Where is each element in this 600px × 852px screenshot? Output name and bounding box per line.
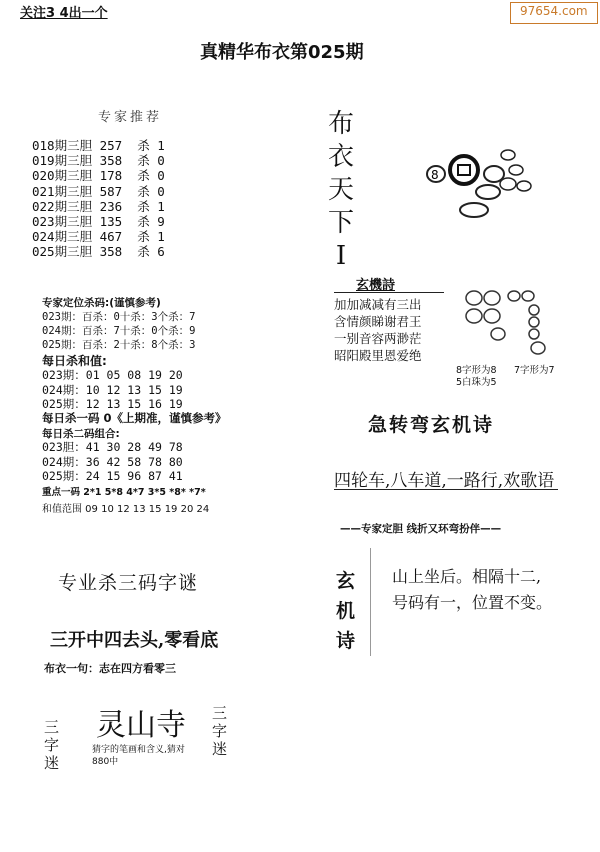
expert-row: 024期三胆 467 杀 1 [32, 229, 165, 245]
expert-row: 018期三胆 257 杀 1 [32, 138, 165, 153]
one-kill-title: 每日杀一码 0《上期准，谨慎参考》 [42, 411, 227, 425]
xuan-poem-line: 山上坐后。相隔十二, [392, 567, 542, 586]
sum-kill-row: 024期：10 12 13 15 19 [42, 382, 183, 397]
two-code-row: 023胆：41 30 28 49 78 [42, 440, 183, 454]
shape-note-8: 8字形为8 [456, 365, 497, 376]
sum-kill-row: 023期：01 05 08 19 20 [42, 368, 183, 382]
expert-row: 019期三胆 358 杀 0 [32, 153, 165, 169]
two-code-title: 每日杀二码组合: [42, 428, 120, 440]
riddle-main: 三开中四去头,零看底 [50, 630, 219, 651]
xuanji-line: 含情颜睇谢君王 [334, 314, 422, 329]
key-code-line: 重点一码 2*1 5*8 4*7 3*5 *8* *7* [42, 487, 206, 498]
site-watermark: 97654.com [520, 4, 588, 18]
riddle-right-side: 三 字 迷 [212, 704, 228, 758]
two-code-row: 024期：36 42 58 78 80 [42, 454, 183, 469]
xuan-poem-divider [370, 548, 371, 656]
sum-kill-row: 025期：12 13 15 16 19 [42, 397, 183, 411]
shape-note-7: 7字形为7 [514, 365, 555, 376]
expert-list [32, 138, 165, 260]
position-kill-row: 023期：百杀：0十杀：3个杀：7 [42, 311, 196, 323]
expert-row: 022期三胆 236 杀 1 [32, 198, 165, 214]
turn-poem-line: 四轮车,八车道,一路行,欢歌语 [334, 471, 555, 491]
expert-title: 专家推荐 [98, 110, 163, 125]
expert-row: 021期三胆 587 杀 0 [32, 183, 165, 199]
shape-note-5: 5白珠为5 [456, 377, 497, 388]
dash-right: —— [480, 523, 502, 535]
coins-image [420, 140, 540, 230]
svg-text:8: 8 [431, 168, 439, 182]
expert-row: 020期三胆 178 杀 0 [32, 168, 165, 184]
sum-kill-title: 每日杀和值: [42, 354, 107, 368]
position-kill-row: 025期：百杀：2十杀：8个杀：3 [42, 339, 196, 351]
expert-row: 023期三胆 135 杀 9 [32, 214, 165, 230]
xuan-poem-line: 号码有一，位置不变。 [392, 593, 553, 612]
xuan-poem-side: 玄 机 诗 [336, 570, 356, 652]
xuanji-line: 昭阳殿里恩爱绝 [334, 348, 422, 363]
expert-dan-line: ——专家定胆 线折又环弯扮伴—— [340, 523, 502, 535]
beads-image [458, 286, 558, 360]
position-kill-title: 专家定位杀码:(谨慎参考) [42, 297, 161, 309]
xuanji-lines [334, 296, 422, 364]
expert-row: 025期三胆 358 杀 6 [32, 244, 165, 260]
turn-poem-rule [334, 489, 558, 490]
xuanji-line: 一别音容两渺茫 [334, 331, 422, 346]
position-kill-row: 024期：百杀：7十杀：0个杀：9 [42, 325, 196, 337]
two-code-row: 025期：24 15 96 87 41 [42, 469, 183, 483]
riddle-note: 猜字的笔画和含义,猜对880中 [92, 745, 185, 767]
riddle-left-side: 三 字 迷 [44, 718, 60, 772]
turn-poem-title: 急转弯玄机诗 [368, 414, 495, 436]
dash-left: —— [340, 523, 361, 535]
two-code-list [42, 440, 183, 484]
xuan-poem-lines [392, 564, 552, 616]
riddle-title: 专业杀三码字谜 [58, 572, 199, 594]
riddle-big-word: 灵山寺 [96, 708, 186, 743]
sum-kill-list [42, 368, 183, 412]
sum-range-line: 和值范围 09 10 12 13 15 19 20 24 [42, 504, 210, 515]
xuanji-rule [334, 292, 444, 293]
page-title: 真精华布衣第025期 [200, 42, 364, 63]
xuanji-title: 玄機詩 [356, 278, 396, 293]
top-left-note: 关注3 4出一个 [20, 6, 108, 21]
buyi-vertical-title: 布 衣 天 下 I [327, 109, 354, 271]
xuanji-line: 加加减减有三出 [334, 297, 422, 312]
riddle-buyi-line: 布衣一句：志在四方看零三 [44, 662, 176, 675]
position-kill-list [42, 310, 195, 352]
